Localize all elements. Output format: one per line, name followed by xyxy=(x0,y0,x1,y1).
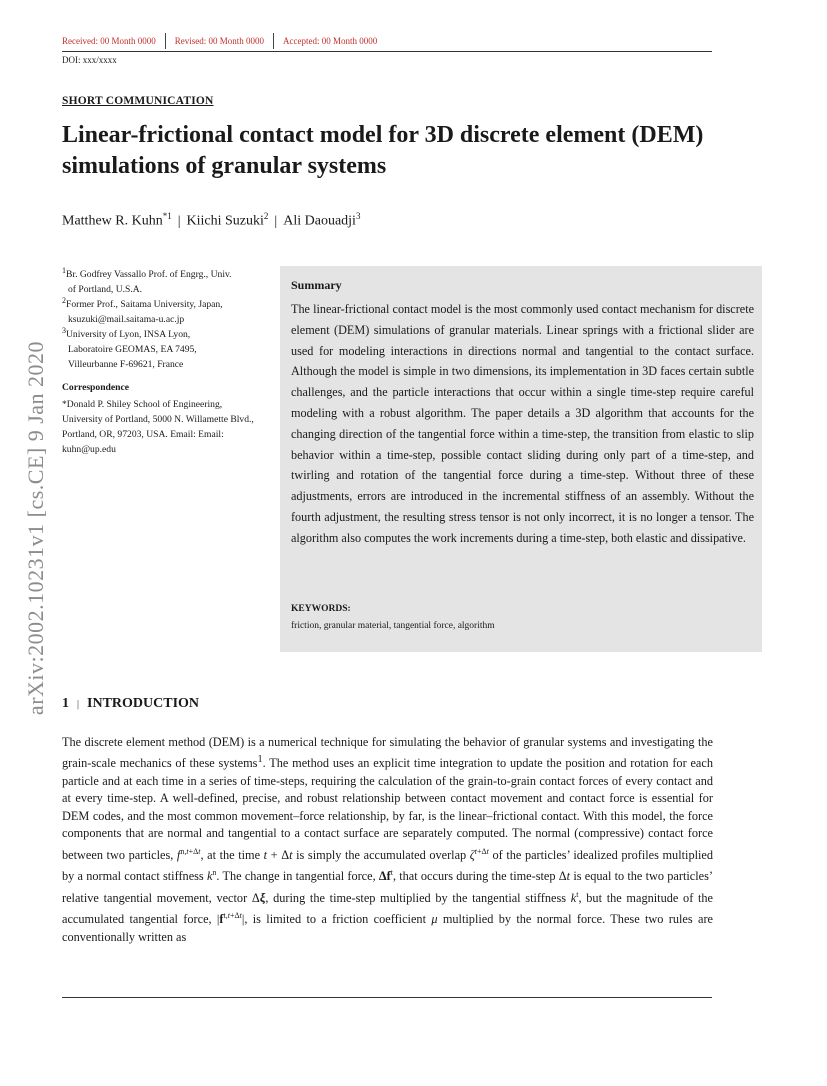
divider xyxy=(165,33,166,49)
paper-title: Linear-frictional contact model for 3D discrete element (DEM) simulations of granular systems xyxy=(62,122,704,179)
received-date: Received: 00 Month 0000 xyxy=(62,36,156,46)
keywords-text: friction, granular material, tangential force, algorithm xyxy=(291,621,495,631)
text-run: at the time xyxy=(207,847,261,862)
text-run: . The method uses an explicit time integration to update the position and rotation for each particle and at each time in a series of time-steps, requiring the calculation of the grain-to-grain contact forces of every contact and at every time-step. A well-defined, precise, and robust relationship between contact movement and contact force is essential for DEM codes, and the most common movement–force relationship, by far, is the linear–frictional contact. With this model, the force components that are normal and tangential to a contact surface are separately computed. The normal (compressive) contact force between two particles, xyxy=(62,756,713,862)
aff-sup: 1 xyxy=(62,266,66,275)
aff-line: Br. Godfrey Vassallo Prof. of Engrg., Univ. xyxy=(66,269,232,281)
footer-rule xyxy=(62,997,712,998)
author-sup: *1 xyxy=(162,211,172,221)
citation: 1 xyxy=(257,754,263,766)
aff-sup: 3 xyxy=(62,326,66,335)
author-sup: 2 xyxy=(263,211,269,221)
author-name: Ali Daouadji xyxy=(283,213,356,229)
accepted-date: Accepted: 00 Month 0000 xyxy=(283,36,378,46)
aff-line: Former Prof., Saitama University, Japan, xyxy=(66,299,223,311)
aff-line: of Portland, U.S.A. xyxy=(68,284,143,296)
text-run: , but the magnitude of the accumulated tangential force, xyxy=(62,890,714,927)
text-run: , during the time-step multiplied by the tangential stiffness xyxy=(265,890,567,905)
revised-date: Revised: 00 Month 0000 xyxy=(174,36,264,46)
publication-dates xyxy=(62,33,377,49)
author-name: Kiichi Suzuki xyxy=(186,213,264,229)
intro-paragraph: The discrete element method (DEM) is a numerical technique for simulating the behavior of granular systems and investigating the grain-scale mechanics of these systems$^1$. The method uses an explicit time integration to update the position and rotation for each particle and at each time in a series of time-steps, requiring the calculation of the grain-to-grain contact forces of every contact and at every time-step. A well-defined, precise, and robust relationship between contact movement and contact force is essential for DEM codes, and the most common movement–force relationship, by far, is the linear–frictional contact. With this model, the force components that are normal and tangential to a contact surface are separately computed. The normal (compressive) contact force between two particles, $f^{n,t+\Delta t}$, at the time t + Δt is simply the accumulated overlap $\zeta^{t+\Delta t}$ of the particles’ idealized profiles multiplied by a normal contact stiffness $k^n$. The change in tangential force, $\Delta f^t$, that occurs during the time-step Δt is equal to the two particles’ relative tangential movement, vector Δξ, during the time-step multiplied by the tangential stiffness $k^t$, but the magnitude of the accumulated tangential force, $|f^{t,t+\Delta t}|$, is limited to a friction coefficient μ multiplied by the normal force. These two rules are conventionally written as xyxy=(62,735,714,944)
correspondence-text: *Donald P. Shiley School of Engineering, University of Portland, 5000 N. Willamette Blvd., Portland, OR, 97203, USA. Email: Email: kuhn@up.edu xyxy=(62,399,254,455)
doi: DOI: xxx/xxxx xyxy=(62,55,117,65)
article-type: SHORT COMMUNICATION xyxy=(62,95,214,107)
section-title: INTRODUCTION xyxy=(87,696,200,711)
section-heading xyxy=(62,696,199,712)
text-run: , is limited to a friction coefficient xyxy=(244,912,426,927)
section-number: 1 xyxy=(62,696,69,711)
arxiv-stamp: arXiv:2002.10231v1 [cs.CE] 9 Jan 2020 xyxy=(23,340,48,716)
text-run: multiplied by the normal force. These two rules are conventionally written as xyxy=(62,912,713,944)
aff-email: ksuzuki@mail.saitama-u.ac.jp xyxy=(68,314,185,326)
author-sup: 3 xyxy=(355,211,361,221)
text-run: is simply the accumulated overlap xyxy=(296,847,467,862)
keywords-heading: KEYWORDS: xyxy=(291,604,351,614)
text-run: of the particles’ idealized profiles multiplied by a normal contact stiffness xyxy=(62,847,714,884)
author-list: Matthew R. Kuhn$^{*1}$ | Kiichi Suzuki$^2$ | Ali Daouadji$^3$ xyxy=(62,211,361,229)
summary-heading: Summary xyxy=(291,278,342,292)
aff-line: Laboratoire GEOMAS, EA 7495, xyxy=(68,344,197,356)
divider: | xyxy=(77,698,80,710)
summary-text: The linear-frictional contact model is the most commonly used contact mechanism for discrete element (DEM) simulations of granular materials. Linear springs with a frictional slider are used for modeling interactions in directions normal and tangential to the contact surface. Although the model is simple in two dimensions, its implementation in 3D faces certain subtle challenges, and the particle interactions that occur within a single time-step require careful modeling with a robust algorithm. The paper details a 3D algorithm that accounts for the changing direction of the tangential force within a time-step, the transition from elastic to slip behavior within a time-step, possible contact sliding during only part of a time-step, and twirling and rotation of the tangential force during a time-step. Without three of these adjustments, errors are introduced in the incremental stiffness of an assembly. Without the fourth adjustment, the resulting stress tensor is not only incorrect, it is no longer a tensor. The algorithm also computes the work increments during a time-step, both elastic and dissipative. xyxy=(291,302,754,545)
text-run: , that occurs during the time-step xyxy=(392,869,556,884)
aff-line: University of Lyon, INSA Lyon, xyxy=(66,329,191,341)
aff-sup: 2 xyxy=(62,296,66,305)
header-rule xyxy=(62,51,712,52)
correspondence-heading: Correspondence xyxy=(62,382,129,393)
divider xyxy=(273,33,274,49)
text-run: . The change in tangential force, xyxy=(216,869,376,884)
aff-line: Villeurbanne F-69621, France xyxy=(68,359,184,371)
text-run: The discrete element method (DEM) is a numerical technique for simulating the behavior of granular systems and investigating the grain-scale mechanics of these systems xyxy=(62,735,713,771)
text-run: is equal to the two particles’ relative tangential movement, vector xyxy=(62,869,714,905)
author-name: Matthew R. Kuhn xyxy=(62,213,163,229)
affiliation-3 xyxy=(62,323,262,372)
